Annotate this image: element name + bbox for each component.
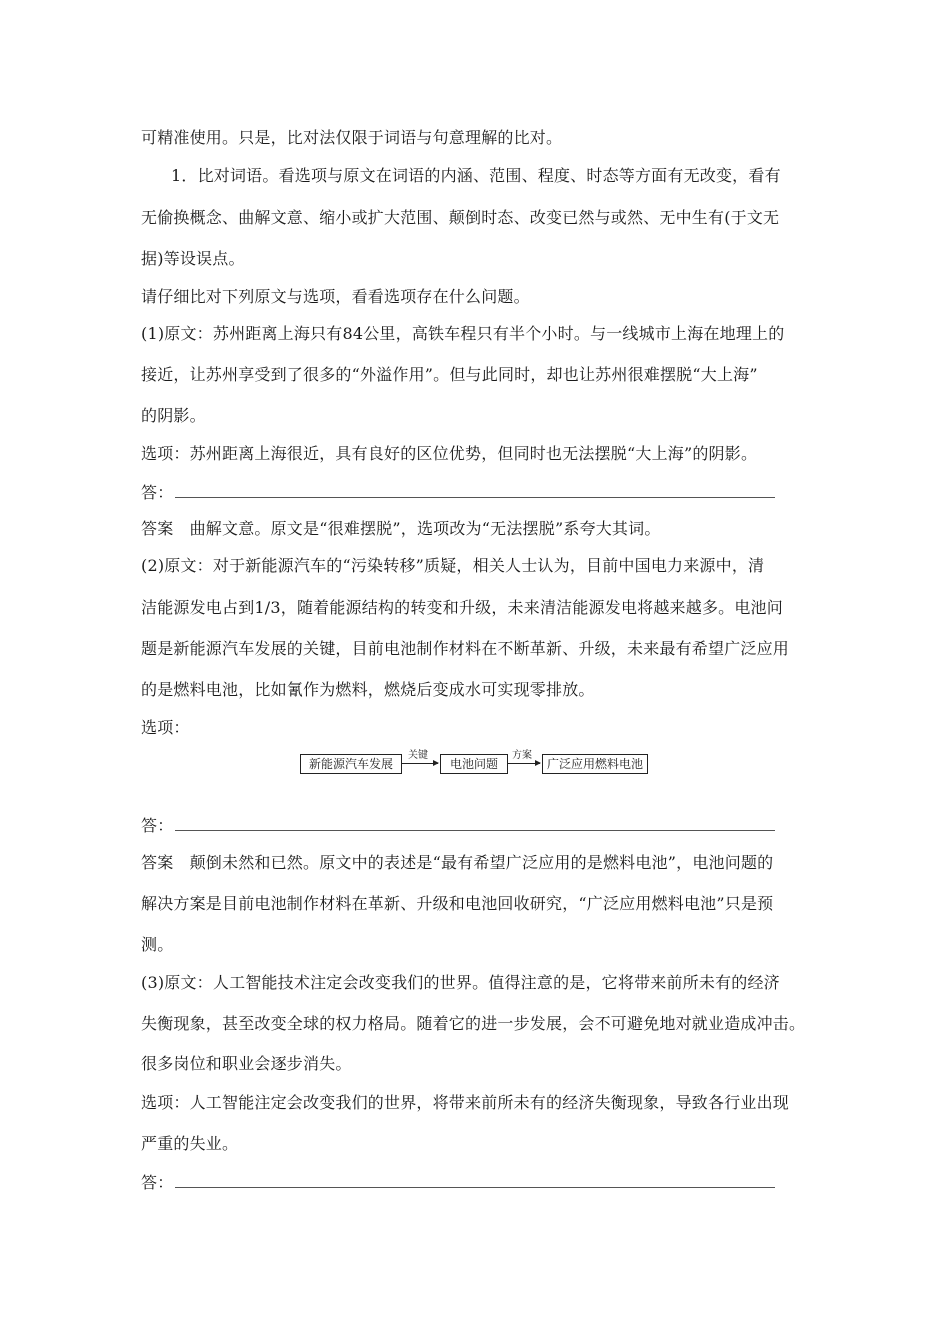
paragraph-line: (3)原文：人工智能技术注定会改变我们的世界。值得注意的是，它将带来前所未有的经济 <box>141 973 780 992</box>
paragraph-line: 选项：苏州距离上海很近，具有良好的区位优势，但同时也无法摆脱“大上海”的阴影。 <box>141 444 758 463</box>
paragraph-line: 选项： <box>141 718 190 737</box>
flow-box-fuel-cell: 广泛应用燃料电池 <box>542 754 648 774</box>
answer-blank-line[interactable] <box>175 1187 775 1188</box>
paragraph-line: 的是燃料电池，比如氰作为燃料，燃烧后变成水可实现零排放。 <box>141 680 595 699</box>
paragraph-line: 1．比对词语。看选项与原文在词语的内涵、范围、程度、时态等方面有无改变，看有 <box>171 166 781 185</box>
paragraph-line: 的阴影。 <box>141 406 206 425</box>
answer-text: 测。 <box>141 935 174 954</box>
flow-diagram <box>300 751 650 777</box>
paragraph-line: 据)等设误点。 <box>141 249 245 268</box>
answer-label: 答： <box>141 816 174 835</box>
answer-blank-line[interactable] <box>175 830 775 831</box>
arrow-right-icon <box>402 763 438 764</box>
answer-text: 答案 曲解文意。原文是“很难摆脱”，选项改为“无法摆脱”系夸大其词。 <box>141 519 661 538</box>
answer-text: 答案 颠倒未然和已然。原文中的表述是“最有希望广泛应用的是燃料电池”，电池问题的 <box>141 853 774 872</box>
answer-text: 解决方案是目前电池制作材料在革新、升级和电池回收研究，“广泛应用燃料电池”只是预 <box>141 894 774 913</box>
paragraph-line: 洁能源发电占到1/3，随着能源结构的转变和升级，未来清洁能源发电将越来越多。电池问 <box>141 598 783 617</box>
paragraph-line: 选项：人工智能注定会改变我们的世界，将带来前所未有的经济失衡现象，导致各行业出现 <box>141 1093 790 1112</box>
flow-arrow-label-plan: 方案 <box>512 750 532 761</box>
arrow-right-icon <box>508 763 540 764</box>
paragraph-line: 严重的失业。 <box>141 1134 239 1153</box>
paragraph-line: 请仔细比对下列原文与选项，看看选项存在什么问题。 <box>141 287 530 306</box>
flow-arrow-label-key: 关键 <box>408 750 428 761</box>
flow-box-vehicle: 新能源汽车发展 <box>300 754 402 774</box>
flow-box-battery: 电池问题 <box>440 754 508 774</box>
answer-blank-line[interactable] <box>175 497 775 498</box>
paragraph-line: 很多岗位和职业会逐步消失。 <box>141 1054 352 1073</box>
paragraph-line: (2)原文：对于新能源汽车的“污染转移”质疑，相关人士认为，目前中国电力来源中，清 <box>141 556 765 575</box>
paragraph-line: 题是新能源汽车发展的关键，目前电池制作材料在不断革新、升级，未来最有希望广泛应用 <box>141 639 790 658</box>
paragraph-line: (1)原文：苏州距离上海只有84公里，高铁车程只有半个小时。与一线城市上海在地理上的 <box>141 324 785 343</box>
paragraph-line: 可精准使用。只是，比对法仅限于词语与句意理解的比对。 <box>141 128 563 147</box>
paragraph-line: 失衡现象，甚至改变全球的权力格局。随着它的进一步发展，会不可避免地对就业造成冲击。 <box>141 1014 806 1033</box>
paragraph-line: 无偷换概念、曲解文意、缩小或扩大范围、颠倒时态、改变已然与或然、无中生有(于文无 <box>141 208 780 227</box>
answer-label: 答： <box>141 1173 174 1192</box>
paragraph-line: 接近，让苏州享受到了很多的“外溢作用”。但与此同时，却也让苏州很难摆脱“大上海” <box>141 365 758 384</box>
answer-label: 答： <box>141 483 174 502</box>
